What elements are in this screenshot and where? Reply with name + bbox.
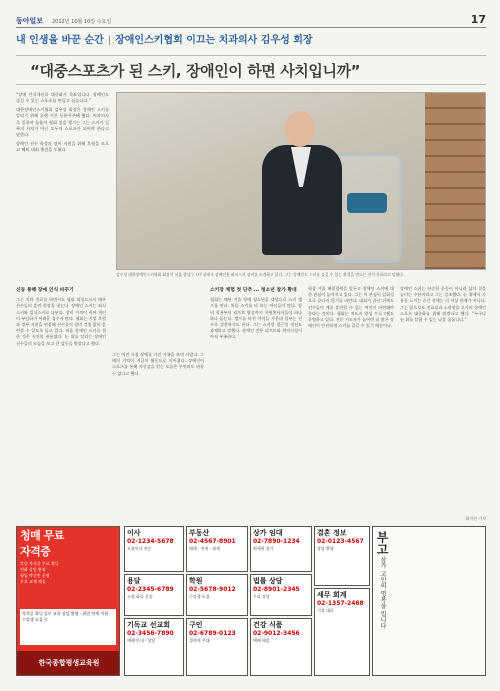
classified-ad[interactable] xyxy=(124,618,184,676)
ad-text: 경력자 우대 xyxy=(189,638,210,643)
ad-text: 포장이사 전문 xyxy=(127,546,152,551)
obituary-notice xyxy=(372,526,486,676)
ad-text: 매매 · 전세 · 월세 xyxy=(189,546,220,551)
article-column-1 xyxy=(16,286,106,522)
ad-line: 평일 야간반 운영 xyxy=(20,573,50,578)
article-main-title: “대중스포츠가 된 스키, 장애인이 하면 사치입니까” xyxy=(16,55,486,85)
photo-caption: 김우성 대한장애인스키협회 회장이 서울 강남구 사무실에서 장애인용 좌식스키 장비를 소개하고 있다. 그는 장애인도 스키를 즐길 수 있는 환경을 만드는 것이 목표라고 말했다. xyxy=(116,272,405,277)
ad-line: 무료 교재 제공 xyxy=(20,579,46,584)
ad-line: 각종 자격증 무료 취득 xyxy=(20,561,59,566)
article-column-2 xyxy=(112,286,204,522)
ad-text: 택배 배송 xyxy=(253,638,270,643)
ad-title: 부동산 xyxy=(189,529,210,537)
obituary-message: 삼가 고인의 명복을 빕니다 xyxy=(379,556,386,629)
column-text: 그는 치과 진료를 하면서도 협회 회장으로서 매주 선수들의 훈련 현장을 찾는다. 장애인 스키는 좌식스키와 입식스키로 나뉜다. 장비 가격이 비싸 개인이 부담하기 어려운 경우가 많다. 협회는 기업 후원과 정부 지원을 연결해 선수들이 장비 걱정 없이 훈련할 수 있도록 돕고 있다. 처음 장애인 스키를 접한 것은 지인의 권유였다. 눈 위를 달리는 장애인 선수들의 모습을 보고 큰 감동을 받았다고 했다. xyxy=(16,297,106,346)
ad-text: 상담 환영 xyxy=(317,546,334,551)
classified-ad[interactable] xyxy=(250,618,312,676)
page-number: 17 xyxy=(470,13,486,26)
reporter-byline: 최지연 기자 xyxy=(465,515,486,521)
ad-text: 수강생 모집 xyxy=(189,594,210,599)
masthead xyxy=(16,13,486,28)
headline-kicker: 내 인생을 바꾼 순간 xyxy=(16,35,104,46)
classified-ad[interactable] xyxy=(314,526,370,586)
lead-paragraph: 대한장애인스키협회 김우성 회장은 장애인 스키를 알리기 위해 오랜 시간 동분서주해 왔다. 치과의사로 일하며 틈틈이 협회 일을 챙기는 그는 스키가 일부의 사치가 아닌 모두의 스포츠가 되어야 한다고 말한다. xyxy=(16,106,109,138)
column-text: 장애인 스키는 단순한 운동이 아니라 삶의 질을 높이는 수단이라고 그는 강조했다. 눈 위에서 자유를 느끼는 순간 장애는 더 이상 한계가 아니다. 그는 앞으로도 진료실과 스키장을 오가며 장애인 스포츠 대중화를 위해 뛰겠다고 했다. “누구나 눈 위를 달릴 수 있는 날을 꿈꿉니다.” xyxy=(400,286,486,323)
article-photo xyxy=(116,92,486,270)
ad-phone: 02-0123-4567 xyxy=(317,538,364,545)
ad-phone: 02-5678-9012 xyxy=(189,586,236,593)
ad-phone: 02-2345-6789 xyxy=(127,586,174,593)
obituary-text xyxy=(373,527,391,675)
classified-ad[interactable] xyxy=(314,588,370,676)
ad-headline: 청매 무료 xyxy=(20,529,64,542)
ad-title: 상가 임대 xyxy=(253,529,283,537)
newspaper-logo: 동아일보 xyxy=(16,17,44,25)
ad-phone: 02-6789-0123 xyxy=(189,630,236,637)
ad-detail-box: 자격증 취득 실무 교육 상담 환영 · 취업 연계 지원 · 수강생 모집 중 xyxy=(20,609,116,645)
lead-paragraph: 장애인 선수 육성과 장비 지원을 위해 후원을 모으고 해외 대회 출전을 도왔다. xyxy=(16,140,109,153)
ad-text: 무료 상담 xyxy=(253,594,270,599)
classified-ad[interactable] xyxy=(124,526,184,572)
photo-sit-ski-seat xyxy=(347,193,387,213)
ad-footer: 한국종합평생교육원 xyxy=(17,651,120,675)
classified-ad[interactable] xyxy=(186,526,248,572)
ad-phone: 02-9012-3456 xyxy=(253,630,300,637)
ad-lines xyxy=(17,559,119,587)
article-column-4 xyxy=(308,286,394,522)
classified-ad[interactable] xyxy=(186,618,248,676)
classified-ads xyxy=(16,526,486,676)
classified-ad[interactable] xyxy=(186,574,248,616)
ad-text: 역세권 상가 xyxy=(253,546,274,551)
ad-text: 소형 화물 운송 xyxy=(127,594,153,599)
ad-title: 용달 xyxy=(127,577,141,585)
ad-title: 기독교 선교회 xyxy=(127,621,171,629)
ad-text: 예배 안내 · 상담 xyxy=(127,638,156,643)
section-headline xyxy=(16,31,486,48)
column-text: 평창 겨울 패럴림픽을 앞두고 장애인 스키에 대한 관심이 높아지고 있다. 그는 이 관심이 일회성으로 끝나지 않기를 바란다. 대회가 끝난 뒤에도 선수들이 계속 훈련할 수 있는 여건이 마련돼야 한다는 것이다. 협회는 지도자 양성 프로그램도 운영하고 있다. 전문 지도자가 늘어야 더 많은 장애인이 안전하게 스키를 즐길 수 있기 때문이다. xyxy=(308,286,394,329)
ad-title: 세무 회계 xyxy=(317,591,347,599)
ad-phone: 02-3456-7890 xyxy=(127,630,174,637)
education-ad[interactable] xyxy=(16,526,120,676)
article-column-3 xyxy=(210,286,302,522)
obituary-title: 부고 xyxy=(375,531,389,555)
article-column-5 xyxy=(400,286,486,522)
column-text: 협회는 매년 겨울 장애 청소년을 대상으로 스키 캠프를 연다. 처음 스키를 타 보는 아이들이 많다. 장비 착용부터 리프트 탑승까지 자원봉사자들이 하나하나 돕는다. 캠프를 마친 아이들 가운데 일부는 선수로 성장하기도 한다. 그는 스키장 접근성 개선도 과제라고 말했다. 장애인 전용 리프트와 편의시설이 아직 부족하다. xyxy=(210,297,302,340)
column-text: 그는 어린 시절 장애를 가진 가족을 보며 자랐다. 그때의 기억이 지금의 활동으로 이어졌다. 장애인이 스포츠를 통해 자신감을 얻는 모습은 무엇과도 바꿀 수 없다고 했다. xyxy=(112,352,204,376)
headline-separator: | xyxy=(107,35,112,46)
issue-date: 2012년 10월 10일 수요일 xyxy=(52,19,112,25)
ad-title: 구인 xyxy=(189,621,203,629)
ad-phone: 02-1234-5678 xyxy=(127,538,174,545)
ad-headline: 자격증 xyxy=(20,545,51,558)
ad-title: 건강 식품 xyxy=(253,621,283,629)
classified-ad[interactable] xyxy=(250,526,312,572)
lead-column xyxy=(16,92,109,272)
ad-title: 학원 xyxy=(189,577,203,585)
ad-phone: 02-4567-8901 xyxy=(189,538,236,545)
ad-title: 이사 xyxy=(127,529,141,537)
column-subheading: 스키장 체험 첫 단추 ... 청소년 참가 확대 xyxy=(210,288,297,293)
ad-phone: 02-1357-2468 xyxy=(317,600,364,607)
classified-ad[interactable] xyxy=(250,574,312,616)
classified-ad[interactable] xyxy=(124,574,184,616)
article-body xyxy=(16,286,486,522)
ad-title: 결혼 정보 xyxy=(317,529,347,537)
ad-title: 법률 상담 xyxy=(253,577,283,585)
ad-phone: 02-7890-1234 xyxy=(253,538,300,545)
ad-line: 전화 상담 환영 xyxy=(20,567,46,572)
headline-title: 장애인스키협회 이끄는 치과의사 김우성 회장 xyxy=(115,35,313,46)
ad-text: 기장 대리 xyxy=(317,608,334,613)
column-subheading: 신동 통해 장애 인식 바꾸기 xyxy=(16,288,74,293)
photo-person-head xyxy=(285,111,315,147)
photo-bookshelf xyxy=(425,93,485,270)
lead-paragraph: “장애 인식개선과 대중화가 목표입니다. 장애인도 즐길 수 있는 스포츠를 만들고 싶습니다.” xyxy=(16,92,109,104)
ad-phone: 02-8901-2345 xyxy=(253,586,300,593)
